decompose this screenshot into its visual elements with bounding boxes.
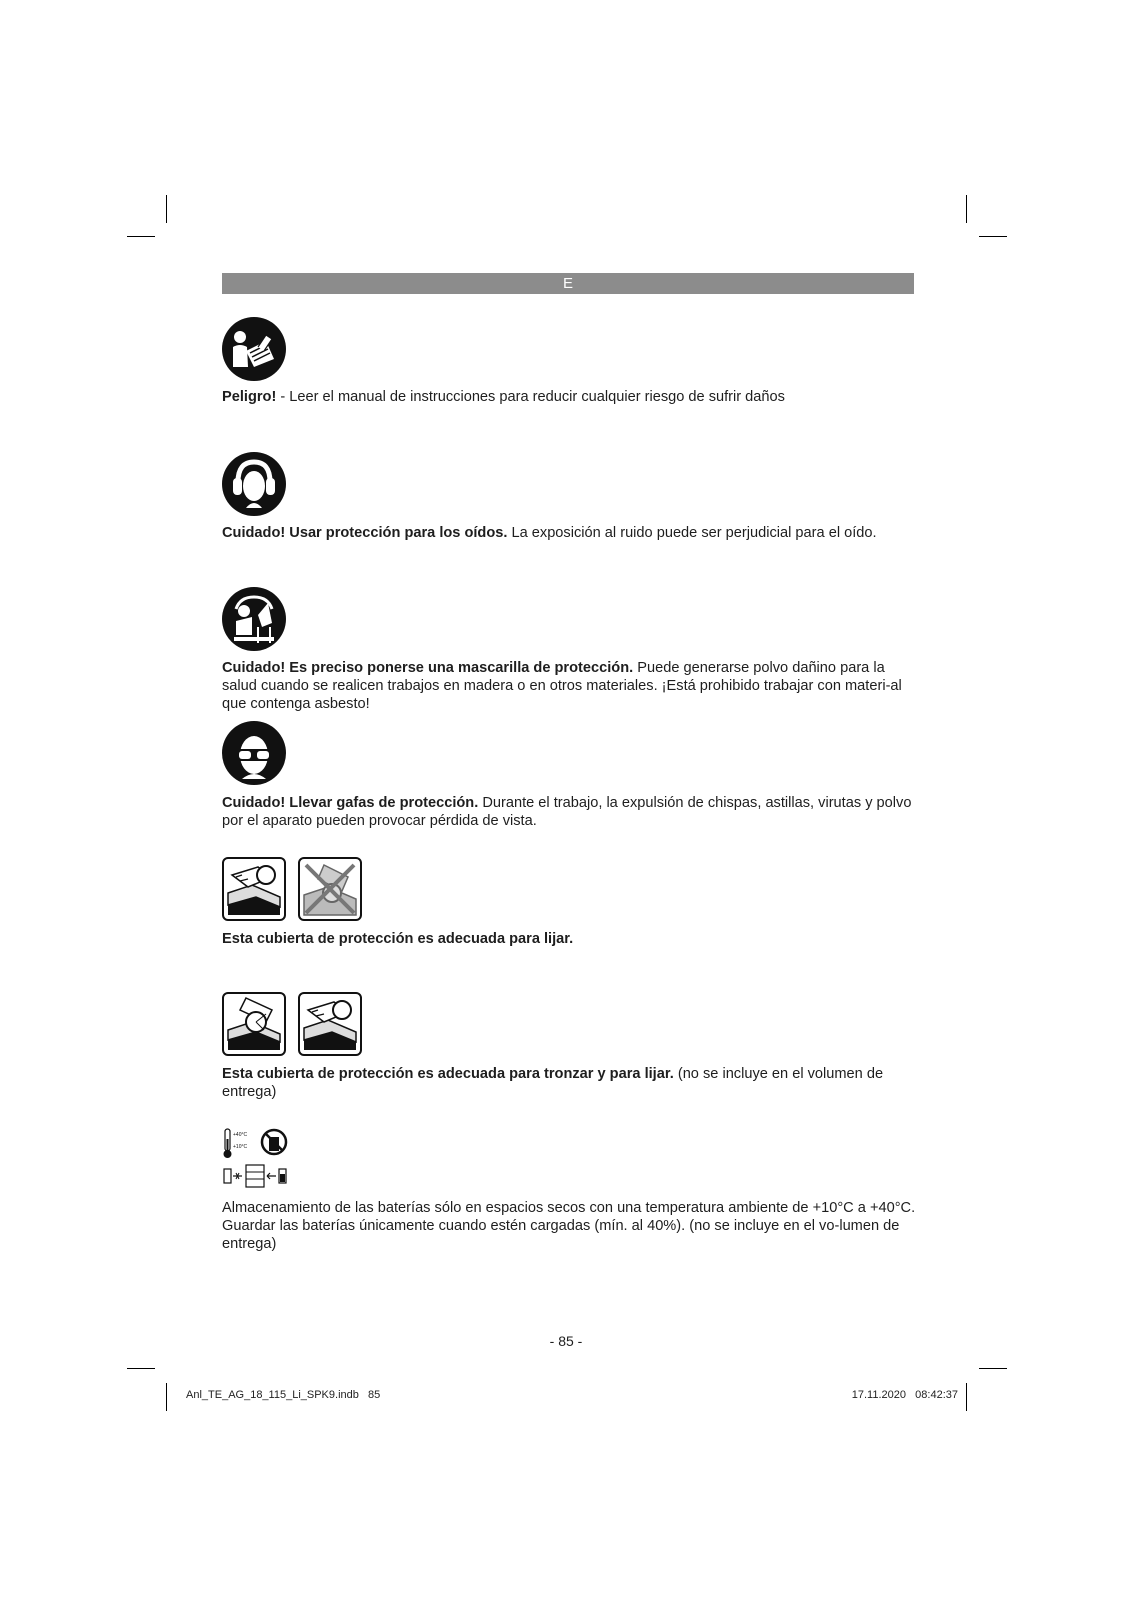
section-body-text: Puede generarse polvo dañino para la salud cuando se realicen trabajos en madera o en otros materiales. ¡Está prohibido trabajar con materi-al que contenga asbesto! — [222, 660, 902, 712]
footer-file-name: Anl_TE_AG_18_115_Li_SPK9.indb 85 — [186, 1389, 381, 1401]
section-text — [222, 524, 917, 542]
crop-mark — [979, 1368, 1007, 1369]
section-bold-text: Esta cubierta de protección es adecuada para tronzar y para lijar. — [222, 1066, 674, 1082]
page-number: - 85 - — [549, 1333, 583, 1349]
section-text — [222, 388, 917, 406]
ear-protection-icon — [222, 452, 286, 516]
dust-mask-icon — [222, 587, 286, 651]
no-water-icon — [262, 1130, 286, 1154]
battery-storage-icons — [222, 1127, 290, 1189]
section-text — [222, 930, 917, 948]
language-header-bar — [222, 273, 914, 294]
grinding-guard-icons — [222, 857, 362, 921]
section-bold-text: Peligro! — [222, 389, 277, 405]
min-temp-label: +10°C — [233, 1144, 248, 1150]
section-body-text: Durante el trabajo, la expulsión de chispas, astillas, virutas y polvo por el aparato pueden provocar pérdida de vista. — [222, 795, 912, 829]
section-text — [222, 1065, 917, 1101]
section-bold-text: Cuidado! Es preciso ponerse una mascarilla de protección. — [222, 660, 634, 676]
cutting-guard-icons — [222, 992, 362, 1056]
section-body-text: Almacenamiento de las baterías sólo en espacios secos con una temperatura ambiente de +10°C a +40°C. Guardar las baterías únicamente cuando estén cargadas (mín. al 40%). (no se incluye en el vo-lumen de entrega) — [222, 1200, 916, 1252]
section-bold-text: Esta cubierta de protección es adecuada para lijar. — [222, 931, 574, 947]
language-code: E — [562, 275, 573, 292]
crop-mark — [966, 195, 967, 223]
section-text — [222, 794, 917, 830]
section-body-text: - Leer el manual de instrucciones para reducir cualquier riesgo de sufrir daños — [276, 389, 785, 405]
section-body-text: (no se incluye en el volumen de entrega) — [222, 1066, 884, 1100]
crop-mark — [127, 236, 155, 237]
section-bold-text: Cuidado! Usar protección para los oídos. — [222, 525, 508, 541]
crop-mark — [979, 236, 1007, 237]
footer-timestamp: 17.11.2020 08:42:37 — [851, 1389, 958, 1401]
crop-mark — [166, 1383, 167, 1411]
grinding-allowed-icon — [299, 993, 361, 1055]
crop-mark — [966, 1383, 967, 1411]
thermometer-icon — [224, 1129, 232, 1158]
crop-mark — [166, 195, 167, 223]
crop-mark — [127, 1368, 155, 1369]
section-text — [222, 659, 917, 713]
safety-goggles-icon — [222, 721, 286, 785]
grinding-allowed-icon — [223, 858, 285, 920]
max-temp-label: +40°C — [233, 1132, 248, 1138]
section-body-text: La exposición al ruido puede ser perjudicial para el oído. — [507, 525, 877, 541]
read-manual-icon — [222, 317, 286, 381]
battery-charge-icons — [224, 1165, 286, 1187]
section-bold-text: Cuidado! Llevar gafas de protección. — [222, 795, 479, 811]
section-text — [222, 1199, 917, 1253]
cutting-not-allowed-icon — [299, 858, 361, 920]
cutting-allowed-icon — [223, 993, 285, 1055]
